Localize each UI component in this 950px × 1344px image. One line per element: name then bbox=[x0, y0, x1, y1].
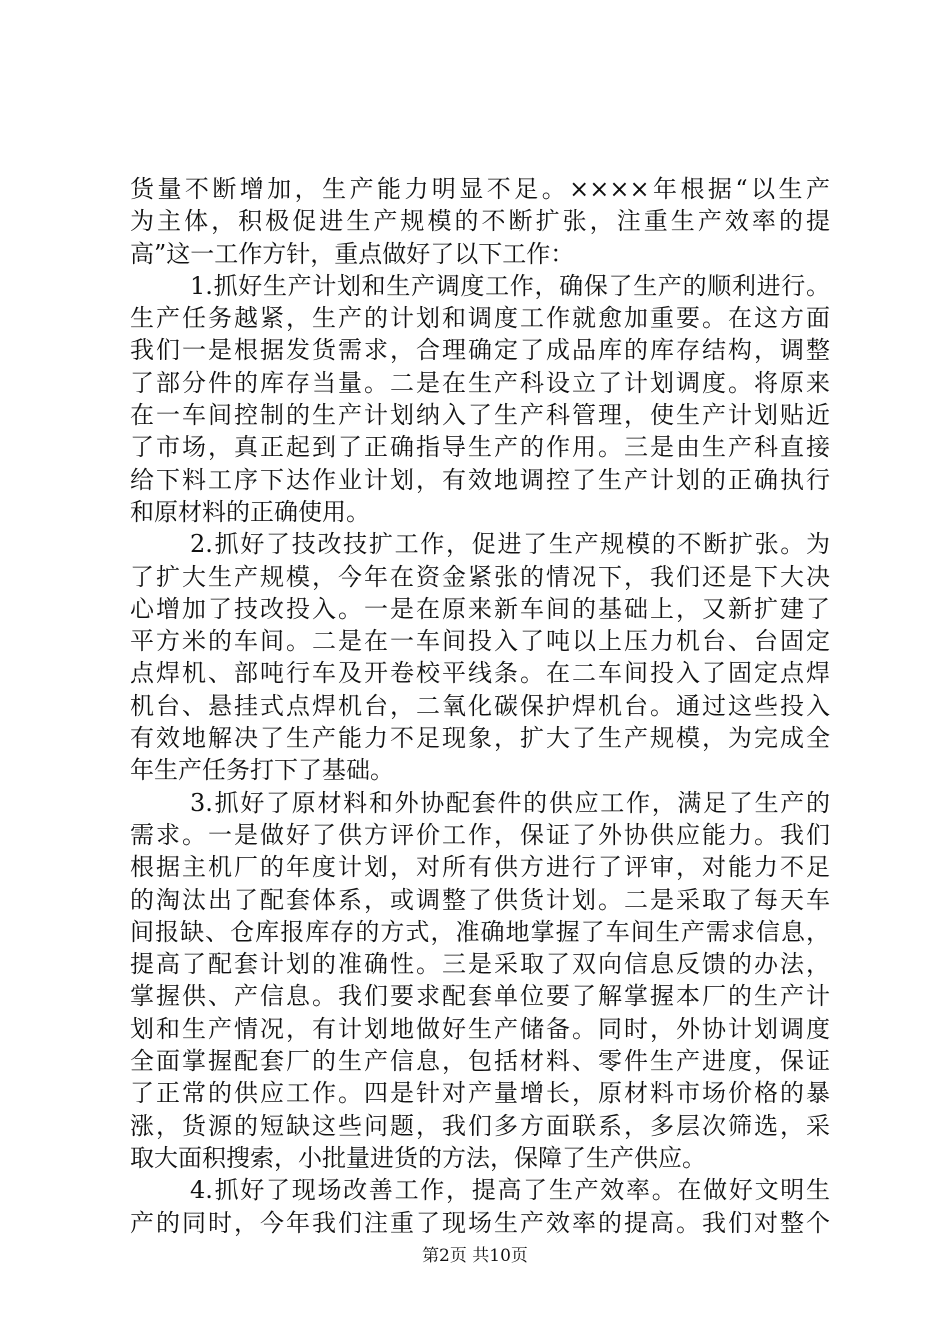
text-line: 了部分件的库存当量。二是在生产科设立了计划调度。将原来 bbox=[130, 368, 830, 397]
text-line: 平方米的车间。二是在一车间投入了吨以上压力机台、台固定 bbox=[130, 627, 830, 656]
text-line: 全面掌握配套厂的生产信息，包括材料、零件生产进度，保证 bbox=[130, 1047, 830, 1076]
text-line: 了市场，真正起到了正确指导生产的作用。三是由生产科直接 bbox=[130, 433, 830, 462]
body-text bbox=[130, 173, 830, 1239]
text-line: 货量不断增加，生产能力明显不足。××××年根据“以生产 bbox=[130, 175, 830, 203]
text-line: 和原材料的正确使用。 bbox=[130, 497, 370, 526]
text-line: 掌握供、产信息。我们要求配套单位要了解掌握本厂的生产计 bbox=[130, 982, 830, 1011]
text-line: 2.抓好了技改技扩工作，促进了生产规模的不断扩张。为 bbox=[190, 530, 830, 559]
text-line: 4.抓好了现场改善工作，提高了生产效率。在做好文明生 bbox=[190, 1176, 830, 1205]
text-line: 有效地解决了生产能力不足现象，扩大了生产规模，为完成全 bbox=[130, 724, 830, 753]
text-line: 提高了配套计划的准确性。三是采取了双向信息反馈的办法， bbox=[130, 950, 830, 979]
text-line: 高”这一工作方针，重点做好了以下工作： bbox=[130, 239, 575, 268]
text-line: 年生产任务打下了基础。 bbox=[130, 756, 394, 785]
text-line: 划和生产情况，有计划地做好生产储备。同时，外协计划调度 bbox=[130, 1014, 830, 1043]
text-line: 产的同时，今年我们注重了现场生产效率的提高。我们对整个 bbox=[130, 1208, 830, 1237]
text-line: 机台、悬挂式点焊机台，二氧化碳保护焊机台。通过这些投入 bbox=[130, 691, 830, 720]
text-line: 为主体，积极促进生产规模的不断扩张，注重生产效率的提 bbox=[130, 207, 830, 236]
text-line: 心增加了技改投入。一是在原来新车间的基础上，又新扩建了 bbox=[130, 594, 830, 623]
text-line: 需求。一是做好了供方评价工作，保证了外协供应能力。我们 bbox=[130, 820, 830, 849]
text-line: 在一车间控制的生产计划纳入了生产科管理，使生产计划贴近 bbox=[130, 401, 830, 430]
text-line: 的淘汰出了配套体系，或调整了供货计划。二是采取了每天车 bbox=[130, 885, 830, 914]
text-line: 根据主机厂的年度计划，对所有供方进行了评审，对能力不足 bbox=[130, 853, 830, 882]
text-line: 间报缺、仓库报库存的方式，准确地掌握了车间生产需求信息， bbox=[130, 917, 830, 946]
text-line: 了正常的供应工作。四是针对产量增长，原材料市场价格的暴 bbox=[130, 1079, 830, 1108]
page-footer: 第2页 共10页 bbox=[422, 1246, 528, 1266]
text-line: 3.抓好了原材料和外协配套件的供应工作，满足了生产的 bbox=[190, 788, 830, 817]
text-line: 了扩大生产规模，今年在资金紧张的情况下，我们还是下大决 bbox=[130, 562, 830, 591]
text-line: 我们一是根据发货需求，合理确定了成品库的库存结构，调整 bbox=[130, 336, 830, 365]
text-line: 1.抓好生产计划和生产调度工作，确保了生产的顺利进行。 bbox=[190, 271, 830, 300]
text-line: 给下料工序下达作业计划，有效地调控了生产计划的正确执行 bbox=[130, 465, 830, 494]
text-line: 点焊机、部吨行车及开卷校平线条。在二车间投入了固定点焊 bbox=[130, 659, 830, 688]
text-line: 生产任务越紧，生产的计划和调度工作就愈加重要。在这方面 bbox=[130, 304, 830, 333]
text-line: 涨，货源的短缺这些问题，我们多方面联系，多层次筛选，采 bbox=[130, 1111, 830, 1140]
text-line: 取大面积搜索，小批量进货的方法，保障了生产供应。 bbox=[130, 1143, 706, 1172]
